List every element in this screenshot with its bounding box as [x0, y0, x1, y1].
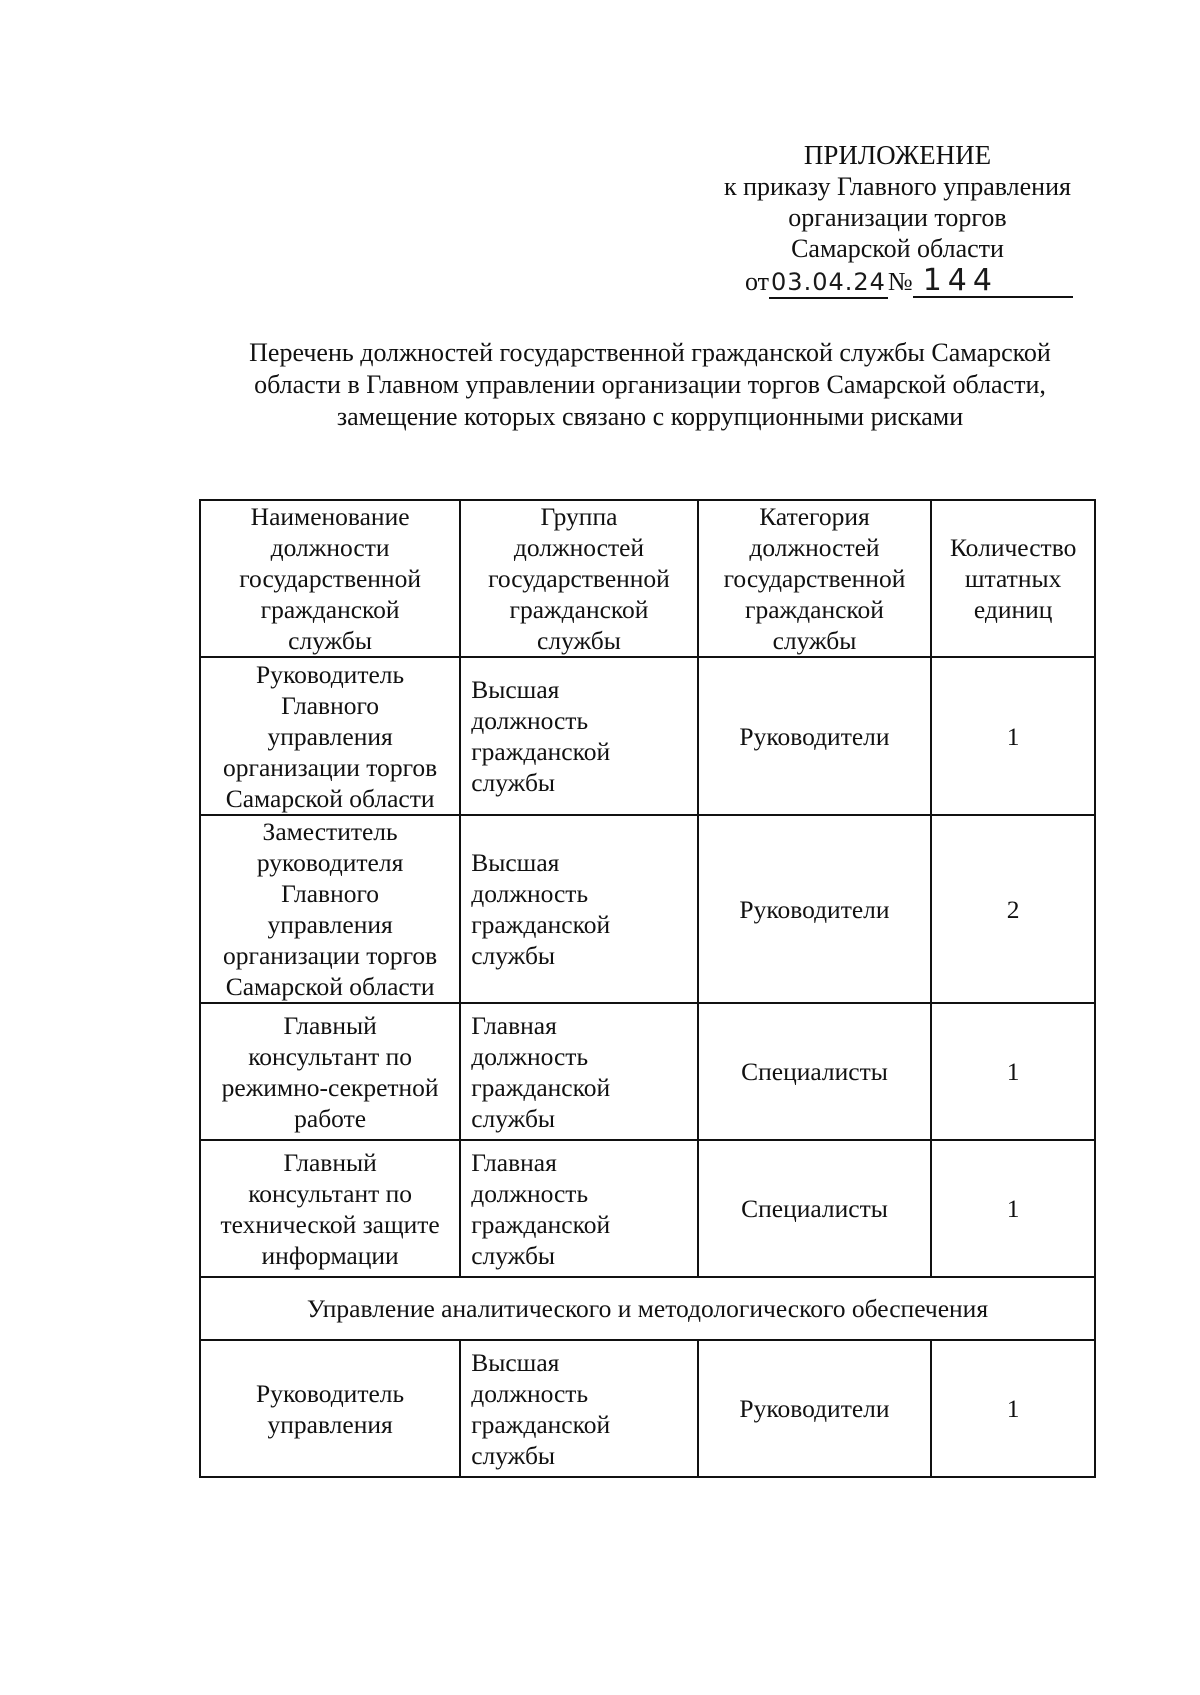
section-title: Управление аналитического и методологического обеспечения [200, 1277, 1095, 1340]
document-title-line-1: Перечень должностей государственной гражданской службы Самарской [249, 338, 1051, 367]
table-row [200, 657, 1095, 815]
cell-position-group: Главная должность гражданской службы [460, 1003, 698, 1140]
cell-position-group: Высшая должность гражданской службы [460, 657, 698, 815]
section-header-row [200, 1277, 1095, 1340]
cell-position-name: Заместитель руководителя Главного управления организации торгов Самарской области [200, 815, 460, 1003]
cell-position-category: Специалисты [698, 1003, 932, 1140]
cell-position-group: Главная должность гражданской службы [460, 1140, 698, 1277]
appendix-title: ПРИЛОЖЕНИЕ [803, 140, 992, 170]
table-row [200, 815, 1095, 1003]
positions-table [199, 499, 1096, 1478]
document-title-line-3: замещение которых связано с коррупционными рисками [336, 402, 964, 431]
appendix-line-3: Самарской области [791, 234, 1004, 263]
appendix-line-1: к приказу Главного управления [724, 172, 1071, 201]
cell-position-name: Руководитель управления [200, 1340, 460, 1477]
cell-staff-count: 1 [931, 1140, 1095, 1277]
header-position-category: Категория должностей государственной гражданской службы [698, 500, 932, 657]
order-date-number [745, 265, 1075, 301]
header-position-group: Группа должностей государственной гражданской службы [460, 500, 698, 657]
cell-position-name: Главный консультант по технической защите информации [200, 1140, 460, 1277]
document-title [200, 337, 1100, 433]
date-prefix: от [745, 267, 770, 296]
table-row [200, 1003, 1095, 1140]
cell-position-group: Высшая должность гражданской службы [460, 815, 698, 1003]
appendix-line-2: организации торгов [788, 203, 1007, 232]
document-title-line-2: области в Главном управлении организации торгов Самарской области, [254, 370, 1046, 399]
cell-staff-count: 1 [931, 657, 1095, 815]
cell-position-category: Руководители [698, 657, 932, 815]
header-position-name: Наименование должности государственной гражданской службы [200, 500, 460, 657]
cell-position-group: Высшая должность гражданской службы [460, 1340, 698, 1477]
cell-position-name: Главный консультант по режимно-секретной работе [200, 1003, 460, 1140]
appendix-header [700, 140, 1095, 264]
cell-position-category: Специалисты [698, 1140, 932, 1277]
cell-staff-count: 1 [931, 1340, 1095, 1477]
table-row [200, 1140, 1095, 1277]
number-prefix: № [887, 267, 913, 296]
order-number-handwritten: 144 [913, 266, 1073, 298]
table-header-row [200, 500, 1095, 657]
cell-staff-count: 1 [931, 1003, 1095, 1140]
table-row [200, 1340, 1095, 1477]
cell-staff-count: 2 [931, 815, 1095, 1003]
cell-position-name: Руководитель Главного управления организации торгов Самарской области [200, 657, 460, 815]
cell-position-category: Руководители [698, 1340, 932, 1477]
header-staff-count: Количество штатных единиц [931, 500, 1095, 657]
order-date-handwritten: 03.04.24 [769, 267, 888, 299]
cell-position-category: Руководители [698, 815, 932, 1003]
